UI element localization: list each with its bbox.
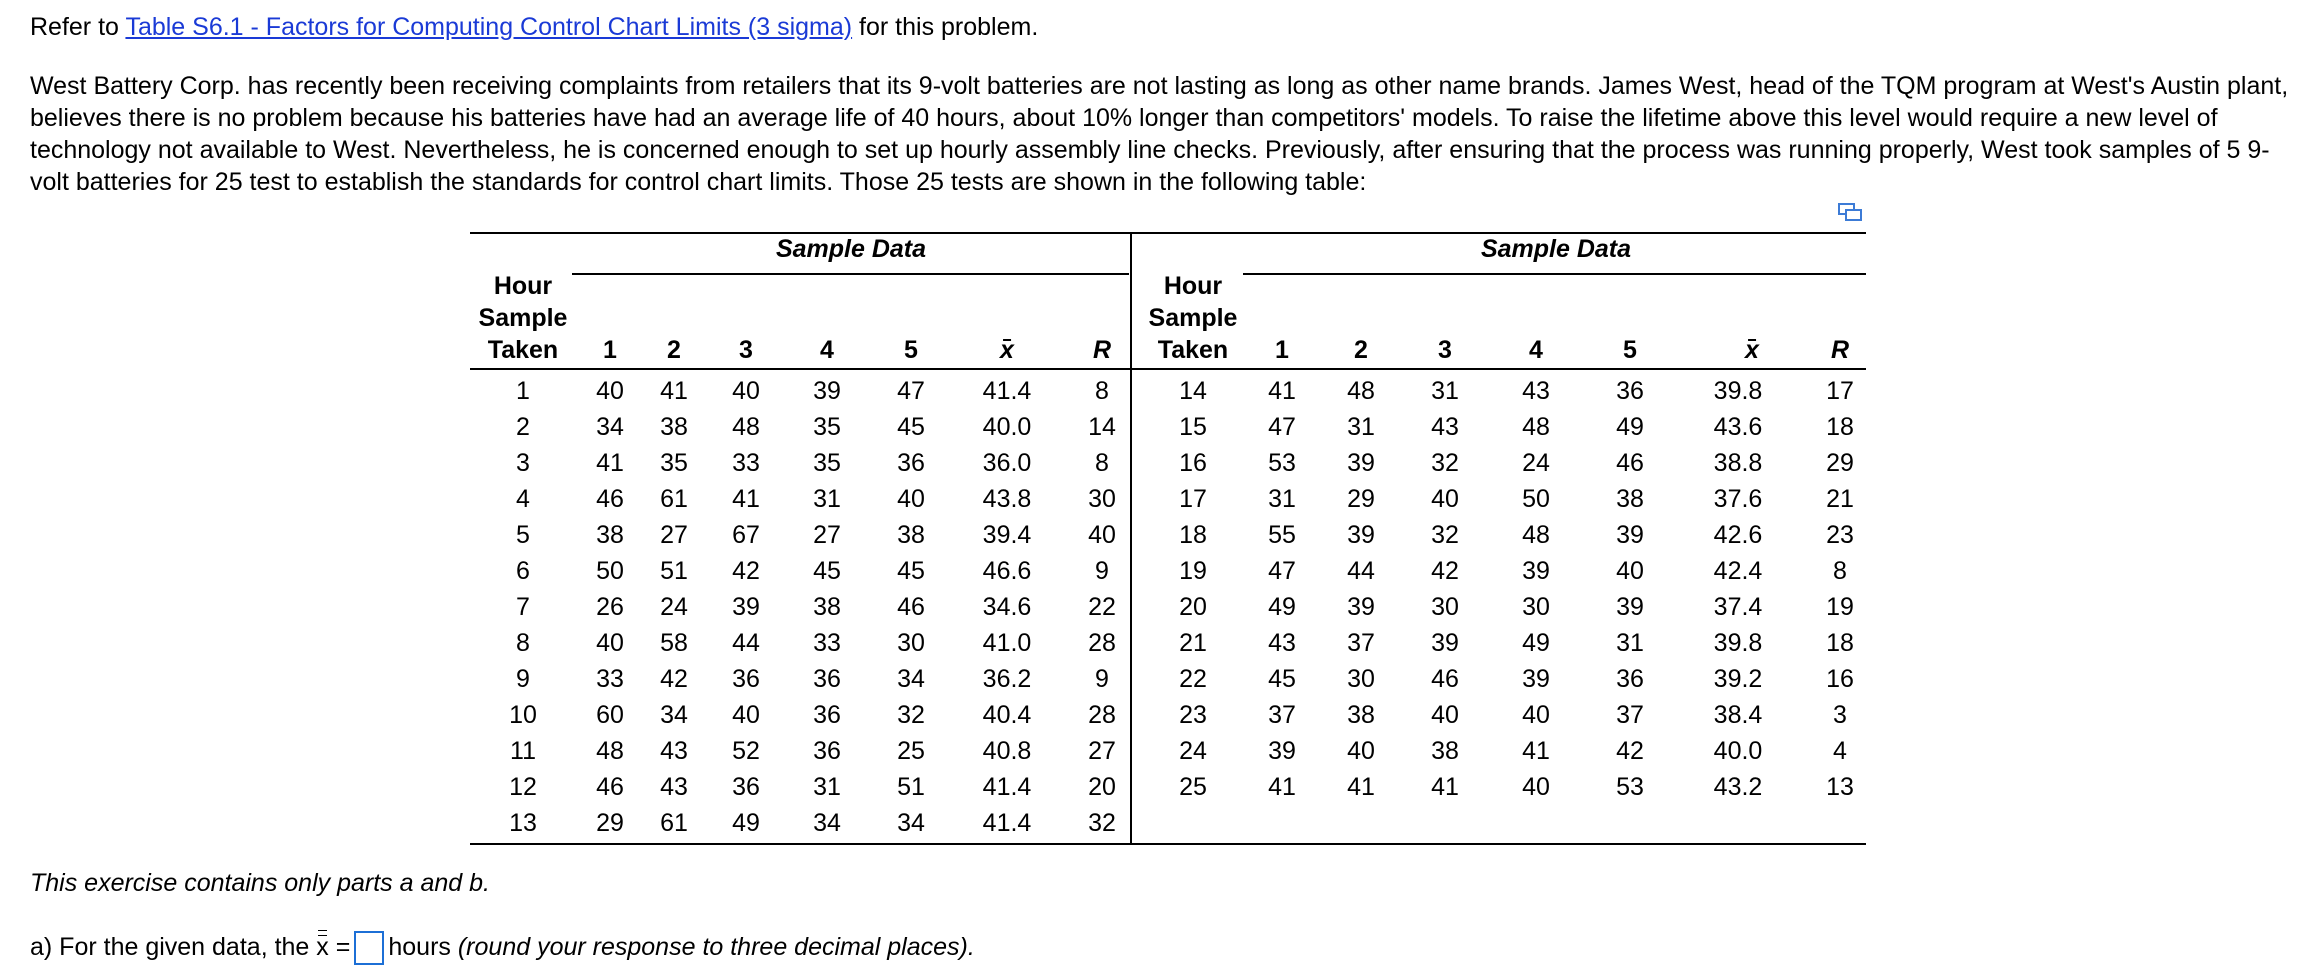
table-cell: 38.4 — [1713, 701, 1763, 729]
table-cell: 38 — [1431, 737, 1459, 765]
sample-header-right: 2 — [1354, 336, 1368, 364]
table-cell: 39 — [1522, 665, 1550, 693]
table-cell: 49 — [1268, 593, 1296, 621]
r-header-left: R — [1092, 336, 1112, 364]
table-cell: 27 — [660, 521, 688, 549]
table-cell: 39 — [1522, 557, 1550, 585]
table-cell: 22 — [1179, 665, 1207, 693]
table-cell: 49 — [732, 809, 760, 837]
table-cell: 55 — [1268, 521, 1296, 549]
table-cell: 32 — [1431, 521, 1459, 549]
table-cell: 40 — [1347, 737, 1375, 765]
table-cell: 30 — [1088, 485, 1116, 513]
table-cell: 43 — [660, 737, 688, 765]
table-bottom-rule — [470, 843, 1866, 845]
table-cell: 40 — [1616, 557, 1644, 585]
table-cell: 12 — [509, 773, 537, 801]
table-cell: 42 — [1616, 737, 1644, 765]
table-cell: 39 — [1616, 521, 1644, 549]
header-bottom-rule — [470, 368, 1866, 370]
table-cell: 17 — [1826, 377, 1854, 405]
table-cell: 31 — [1268, 485, 1296, 513]
table-cell: 4 — [1833, 737, 1847, 765]
table-cell: 45 — [897, 557, 925, 585]
table-cell: 39 — [1347, 593, 1375, 621]
table-cell: 40 — [596, 377, 624, 405]
table-cell: 35 — [660, 449, 688, 477]
table-cell: 5 — [516, 521, 530, 549]
table-cell: 36 — [897, 449, 925, 477]
table-cell: 41.4 — [982, 773, 1032, 801]
r-header-right: R — [1830, 336, 1850, 364]
table-cell: 34 — [596, 413, 624, 441]
table-cell: 47 — [1268, 557, 1296, 585]
table-cell: 37.4 — [1713, 593, 1763, 621]
table-cell: 36 — [813, 737, 841, 765]
table-cell: 46 — [1616, 449, 1644, 477]
table-cell: 28 — [1088, 629, 1116, 657]
table-cell: 21 — [1179, 629, 1207, 657]
table-cell: 48 — [1522, 413, 1550, 441]
table-cell: 27 — [813, 521, 841, 549]
equals-sign: = — [335, 933, 351, 961]
table-cell: 37 — [1347, 629, 1375, 657]
table-cell: 36 — [732, 665, 760, 693]
table-cell: 30 — [1347, 665, 1375, 693]
table-cell: 34 — [813, 809, 841, 837]
table-cell: 60 — [596, 701, 624, 729]
table-cell: 9 — [1095, 557, 1109, 585]
table-cell: 39 — [813, 377, 841, 405]
table-cell: 34.6 — [982, 593, 1032, 621]
table-cell: 20 — [1088, 773, 1116, 801]
table-cell: 43 — [660, 773, 688, 801]
table-cell: 38 — [660, 413, 688, 441]
table-cell: 28 — [1088, 701, 1116, 729]
table-cell: 36 — [813, 701, 841, 729]
table-cell: 49 — [1616, 413, 1644, 441]
table-cell: 48 — [732, 413, 760, 441]
table-cell: 34 — [660, 701, 688, 729]
table-cell: 32 — [1431, 449, 1459, 477]
table-cell: 43 — [1431, 413, 1459, 441]
table-cell: 18 — [1826, 629, 1854, 657]
table-cell: 23 — [1826, 521, 1854, 549]
table-cell: 40 — [897, 485, 925, 513]
sample-header-left: 2 — [667, 336, 681, 364]
table-cell: 37 — [1616, 701, 1644, 729]
table-cell: 10 — [509, 701, 537, 729]
table-cell: 46 — [596, 485, 624, 513]
table-cell: 47 — [897, 377, 925, 405]
table-cell: 31 — [813, 485, 841, 513]
table-cell: 43 — [1268, 629, 1296, 657]
table-cell: 50 — [596, 557, 624, 585]
xbar-header-right: x — [1744, 336, 1759, 364]
unit-label: hours — [388, 933, 451, 961]
table-cell: 36 — [1616, 665, 1644, 693]
table-top-rule — [470, 232, 1866, 234]
table-s6-1-link[interactable]: Table S6.1 - Factors for Computing Control Chart Limits (3 sigma) — [125, 13, 853, 41]
table-cell: 47 — [1268, 413, 1296, 441]
table-cell: 41 — [1347, 773, 1375, 801]
table-cell: 38 — [897, 521, 925, 549]
table-cell: 13 — [1826, 773, 1854, 801]
table-cell: 8 — [1833, 557, 1847, 585]
table-cell: 38 — [1616, 485, 1644, 513]
table-cell: 3 — [1833, 701, 1847, 729]
table-cell: 40 — [1522, 773, 1550, 801]
intro-prefix: Refer to — [30, 13, 119, 41]
table-cell: 23 — [1179, 701, 1207, 729]
table-cell: 35 — [813, 413, 841, 441]
table-cell: 33 — [596, 665, 624, 693]
rounding-hint: (round your response to three decimal places). — [457, 933, 975, 961]
table-cell: 41.0 — [982, 629, 1032, 657]
table-cell: 40 — [596, 629, 624, 657]
table-cell: 30 — [1522, 593, 1550, 621]
table-cell: 37 — [1268, 701, 1296, 729]
table-cell: 13 — [509, 809, 537, 837]
table-cell: 45 — [897, 413, 925, 441]
intro-line — [30, 12, 1038, 42]
table-cell: 36.2 — [982, 665, 1032, 693]
table-cell: 41 — [1522, 737, 1550, 765]
table-cell: 42 — [732, 557, 760, 585]
table-cell: 25 — [897, 737, 925, 765]
sample-header-left: 5 — [904, 336, 918, 364]
exercise-note: This exercise contains only parts a and b. — [30, 869, 490, 897]
table-cell: 24 — [1179, 737, 1207, 765]
table-cell: 17 — [1179, 485, 1207, 513]
hour-header-right: Hour — [1163, 272, 1223, 300]
table-cell: 52 — [732, 737, 760, 765]
table-cell: 40.0 — [982, 413, 1032, 441]
table-cell: 44 — [1347, 557, 1375, 585]
question-prefix: a) For the given data, the — [30, 933, 310, 961]
table-cell: 38 — [813, 593, 841, 621]
table-cell: 14 — [1179, 377, 1207, 405]
table-cell: 41.4 — [982, 377, 1032, 405]
table-cell: 39 — [1347, 449, 1375, 477]
table-cell: 42.6 — [1713, 521, 1763, 549]
table-cell: 31 — [1347, 413, 1375, 441]
table-cell: 42.4 — [1713, 557, 1763, 585]
table-cell: 41 — [660, 377, 688, 405]
group-title-left: Sample Data — [775, 235, 927, 263]
table-cell: 19 — [1179, 557, 1207, 585]
table-cell: 51 — [897, 773, 925, 801]
hour-header-left: Hour — [493, 272, 553, 300]
table-cell: 40.8 — [982, 737, 1032, 765]
table-cell: 40.4 — [982, 701, 1032, 729]
table-cell: 26 — [596, 593, 624, 621]
table-cell: 43.6 — [1713, 413, 1763, 441]
table-cell: 37.6 — [1713, 485, 1763, 513]
table-cell: 43.2 — [1713, 773, 1763, 801]
table-cell: 27 — [1088, 737, 1116, 765]
table-cell: 61 — [660, 485, 688, 513]
table-cell: 39.8 — [1713, 629, 1763, 657]
table-cell: 19 — [1826, 593, 1854, 621]
table-cell: 8 — [1095, 449, 1109, 477]
table-cell: 40 — [1522, 701, 1550, 729]
table-cell: 39.4 — [982, 521, 1032, 549]
table-cell: 36 — [732, 773, 760, 801]
table-cell: 38 — [596, 521, 624, 549]
table-cell: 49 — [1522, 629, 1550, 657]
table-cell: 40.0 — [1713, 737, 1763, 765]
table-cell: 2 — [516, 413, 530, 441]
table-cell: 29 — [596, 809, 624, 837]
table-cell: 40 — [732, 377, 760, 405]
table-cell: 40 — [1431, 485, 1459, 513]
table-cell: 14 — [1088, 413, 1116, 441]
table-divider — [1130, 232, 1132, 845]
table-cell: 48 — [596, 737, 624, 765]
table-cell: 39 — [1347, 521, 1375, 549]
table-cell: 40 — [1088, 521, 1116, 549]
table-cell: 53 — [1268, 449, 1296, 477]
table-cell: 9 — [1095, 665, 1109, 693]
table-cell: 35 — [813, 449, 841, 477]
table-cell: 24 — [660, 593, 688, 621]
table-cell: 41 — [1268, 377, 1296, 405]
sample-header-right: 4 — [1529, 336, 1543, 364]
table-cell: 15 — [1179, 413, 1207, 441]
table-cell: 30 — [897, 629, 925, 657]
hour-header-left: Sample — [478, 304, 568, 332]
table-cell: 7 — [516, 593, 530, 621]
table-cell: 31 — [813, 773, 841, 801]
table-cell: 46 — [897, 593, 925, 621]
table-cell: 48 — [1522, 521, 1550, 549]
table-cell: 67 — [732, 521, 760, 549]
table-cell: 51 — [660, 557, 688, 585]
table-cell: 34 — [897, 809, 925, 837]
table-cell: 8 — [1095, 377, 1109, 405]
table-cell: 42 — [1431, 557, 1459, 585]
table-cell: 18 — [1179, 521, 1207, 549]
table-cell: 1 — [516, 377, 530, 405]
table-cell: 3 — [516, 449, 530, 477]
table-cell: 45 — [1268, 665, 1296, 693]
table-cell: 31 — [1616, 629, 1644, 657]
table-cell: 38 — [1347, 701, 1375, 729]
answer-input[interactable] — [354, 931, 384, 965]
table-cell: 41 — [732, 485, 760, 513]
table-cell: 42 — [660, 665, 688, 693]
x-double-bar-symbol: x — [316, 930, 329, 964]
table-cell: 30 — [1431, 593, 1459, 621]
sample-header-right: 5 — [1623, 336, 1637, 364]
table-cell: 38.8 — [1713, 449, 1763, 477]
intro-suffix: for this problem. — [859, 13, 1039, 41]
table-cell: 32 — [897, 701, 925, 729]
table-cell: 33 — [813, 629, 841, 657]
table-cell: 61 — [660, 809, 688, 837]
table-cell: 32 — [1088, 809, 1116, 837]
table-cell: 40 — [1431, 701, 1459, 729]
table-cell: 44 — [732, 629, 760, 657]
table-cell: 53 — [1616, 773, 1644, 801]
group-rule-left — [572, 273, 1129, 275]
table-cell: 43 — [1522, 377, 1550, 405]
table-cell: 39 — [1268, 737, 1296, 765]
table-cell: 16 — [1826, 665, 1854, 693]
table-cell: 11 — [510, 737, 536, 765]
table-cell: 31 — [1431, 377, 1459, 405]
problem-text: West Battery Corp. has recently been receiving complaints from retailers that its 9-volt batteries are not lasting as long as other name brands. James West, head of the TQM program at West's Austin plant, believes there is no problem because his batteries have had an average life of 40 hours, about 10% longer than competitors' models. To raise the lifetime above this level would require a new level of technology not available to West. Nevertheless, he is concerned enough to set up hourly assembly line checks. Previously, after ensuring that the process was running properly, West took samples of 5 9-volt batteries for 25 test to establish the standards for control chart limits. Those 25 tests are shown in the following table: — [30, 72, 2289, 196]
sample-header-left: 1 — [603, 336, 617, 364]
hour-header-right: Sample — [1148, 304, 1238, 332]
table-cell: 41 — [1431, 773, 1459, 801]
table-cell: 43.8 — [982, 485, 1032, 513]
table-cell: 46 — [1431, 665, 1459, 693]
table-cell: 36 — [813, 665, 841, 693]
table-cell: 39 — [732, 593, 760, 621]
table-cell: 39 — [1616, 593, 1644, 621]
table-cell: 4 — [516, 485, 530, 513]
table-cell: 34 — [897, 665, 925, 693]
table-cell: 41 — [596, 449, 624, 477]
table-cell: 48 — [1347, 377, 1375, 405]
table-cell: 6 — [516, 557, 530, 585]
sample-header-left: 4 — [820, 336, 834, 364]
table-cell: 36 — [1616, 377, 1644, 405]
table-cell: 18 — [1826, 413, 1854, 441]
table-cell: 8 — [516, 629, 530, 657]
table-cell: 46.6 — [982, 557, 1032, 585]
table-cell: 9 — [516, 665, 530, 693]
sample-header-left: 3 — [739, 336, 753, 364]
table-cell: 24 — [1522, 449, 1550, 477]
table-cell: 29 — [1826, 449, 1854, 477]
xbar-header-left: x — [1000, 336, 1014, 364]
sample-data-table — [470, 230, 1866, 845]
sample-header-right: 3 — [1438, 336, 1452, 364]
table-cell: 41 — [1268, 773, 1296, 801]
hour-header-left: Taken — [487, 336, 559, 364]
group-title-right: Sample Data — [1480, 235, 1632, 263]
table-cell: 58 — [660, 629, 688, 657]
table-cell: 45 — [813, 557, 841, 585]
table-cell: 39.8 — [1713, 377, 1763, 405]
hour-header-right: Taken — [1157, 336, 1229, 364]
table-cell: 29 — [1347, 485, 1375, 513]
table-cell: 41.4 — [982, 809, 1032, 837]
table-cell: 39.2 — [1713, 665, 1763, 693]
table-cell: 16 — [1179, 449, 1207, 477]
group-rule-right — [1243, 273, 1866, 275]
table-cell: 50 — [1522, 485, 1550, 513]
table-cell: 36.0 — [982, 449, 1032, 477]
table-cell: 22 — [1088, 593, 1116, 621]
table-cell: 39 — [1431, 629, 1459, 657]
table-cell: 40 — [732, 701, 760, 729]
question-a — [30, 930, 975, 965]
table-cell: 25 — [1179, 773, 1207, 801]
table-cell: 21 — [1826, 485, 1854, 513]
copy-icon[interactable] — [1837, 202, 1863, 224]
sample-header-right: 1 — [1275, 336, 1289, 364]
table-cell: 46 — [596, 773, 624, 801]
table-cell: 20 — [1179, 593, 1207, 621]
table-cell: 33 — [732, 449, 760, 477]
